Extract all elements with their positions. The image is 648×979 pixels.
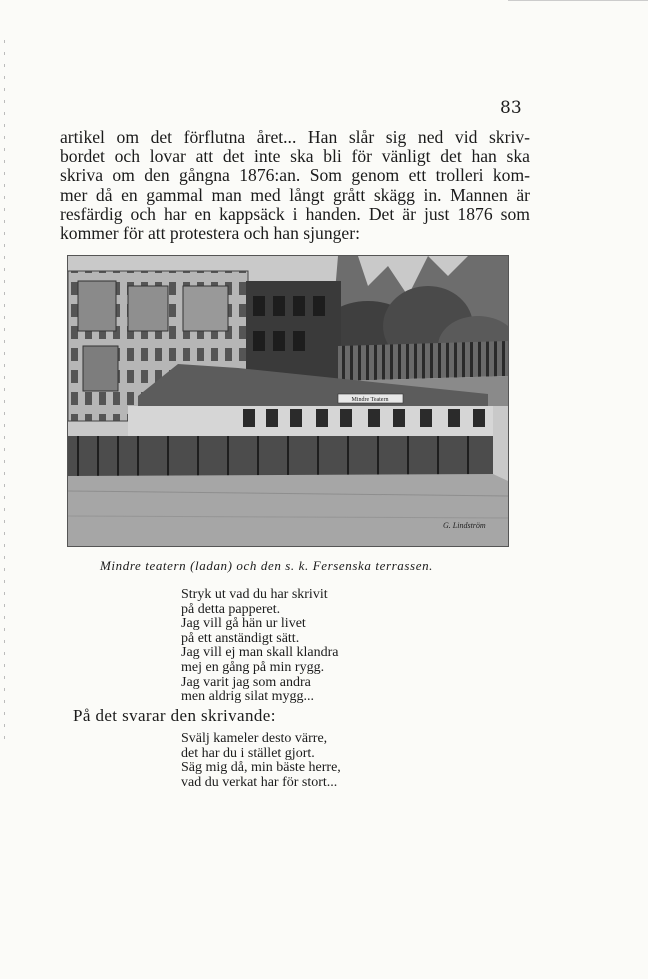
paragraph-line: artikel om det förflutna året... Han slår sig ned vid skriv- [60,127,530,147]
body-paragraph [60,128,530,243]
theatre-drawing [68,256,508,546]
verse-line: Jag vill gå hän ur livet [181,616,306,632]
verse-line: Jag varit jag som andra [181,674,311,690]
paragraph-line: skriva om den gångna 1876:an. Som genom ett trolleri kom- [60,165,530,186]
verse-line: men aldrig silat mygg... [181,689,314,705]
verse-line: Jag vill ej man skall klandra [181,645,339,661]
reply-line: På det svarar den skrivande: [73,706,276,725]
verse-line: det har du i stället gjort. [181,745,315,761]
left-margin-marks [4,40,5,740]
verse-line: mej en gång på min rygg. [181,659,325,675]
theatre-illustration [67,255,509,547]
artist-signature: G. Lindström [443,521,486,530]
paragraph-line: resfärdig och har en kappsäck i handen. Det är just 1876 som [60,203,530,224]
paragraph-line: kommer för att protestera och han sjunger: [60,223,360,244]
verse-stanza-2 [181,732,341,790]
page-edge-line [508,0,648,1]
theatre-sign: Mindre Teatern [351,397,389,403]
verse-line: Säg mig då, min bäste herre, [181,760,341,776]
verse-line: Svälj kameler desto värre, [181,731,328,746]
paragraph-line: mer då en gammal man med långt grått skägg in. Mannen är [60,184,530,205]
page-number: 83 [500,98,522,118]
figure-caption: Mindre teatern (ladan) och den s. k. Fersenska terrassen. [100,558,434,573]
verse-stanza-1 [181,588,338,705]
verse-line: på detta papperet. [181,601,281,617]
paragraph-line: bordet och lovar att det inte ska bli för vänligt det han ska [60,146,530,167]
verse-line: Stryk ut vad du har skrivit [181,587,328,602]
verse-line: på ett anständigt sätt. [181,630,300,646]
verse-line: vad du verkat har för stort... [181,774,338,790]
